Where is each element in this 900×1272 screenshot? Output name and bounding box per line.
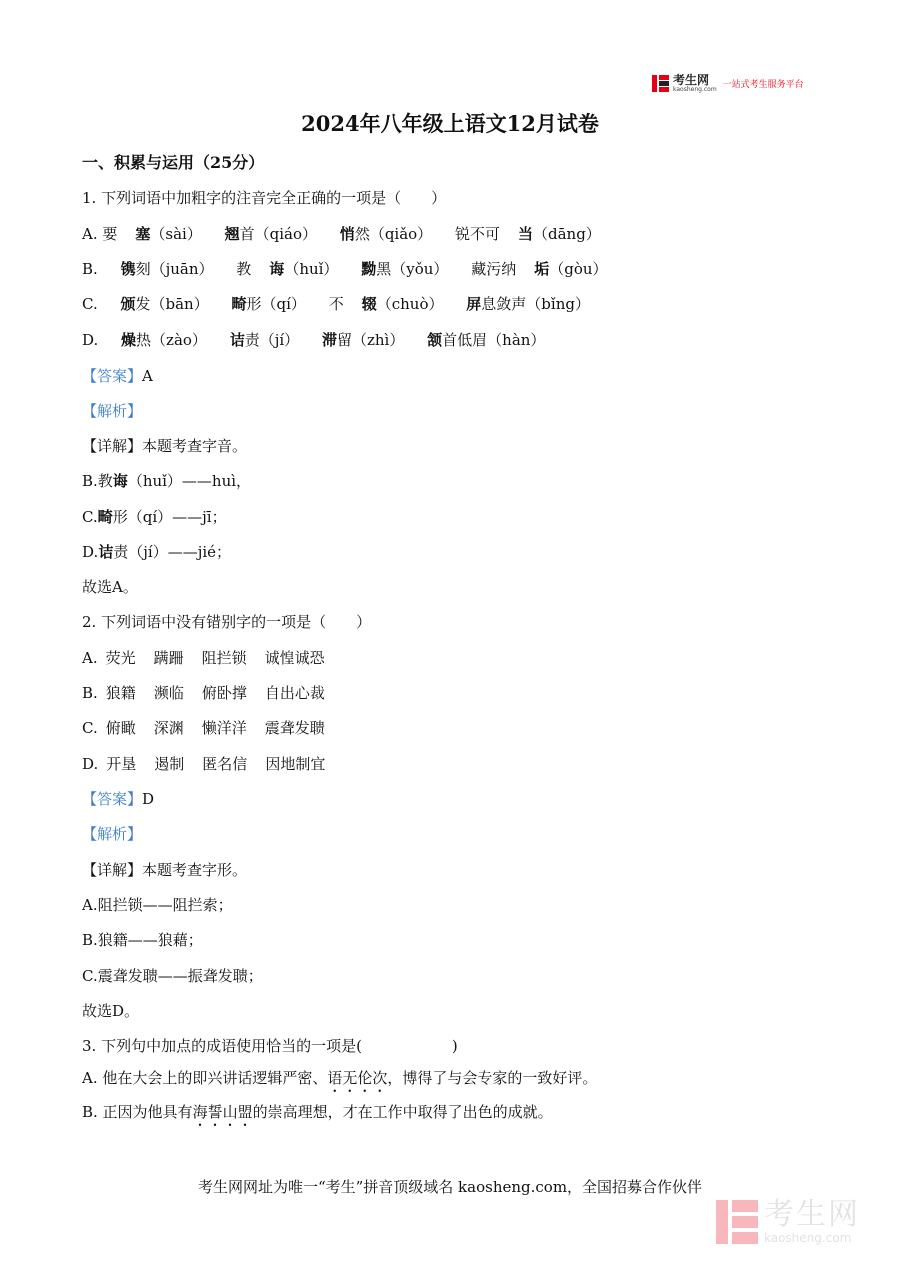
answer-value: D [142,790,155,808]
q1-b-seg4: 藏污纳 垢（gòu） [471,260,608,278]
q1-detail: 【详解】本题考查字音。 [82,437,248,455]
dotted-idiom: 语无伦次 [327,1069,388,1087]
q2-answer [82,789,154,809]
q1-option-c [82,294,590,314]
q1-option-b [82,259,608,279]
q1-detail-b: B.教诲（huǐ）——huì， [82,472,252,490]
q1-c-seg2: 畸形（qí） [231,295,306,313]
q1-a-seg3: 悄然（qiǎo） [339,225,433,243]
watermark [716,1197,860,1245]
q1-a-seg1: A. 要 塞（sài） [82,225,202,243]
q1-d-seg2: 诘责（jí） [229,331,300,349]
q2-detail: 【详解】本题考查字形。 [82,861,248,879]
page-footer: 考生网网址为唯一“考生”拼音顶级域名 kaosheng.com，全国招募合作伙伴 [197,1178,703,1196]
logo-text [673,74,717,93]
q1-a-seg4: 锐不可 当（dāng） [454,225,601,243]
header-logo [652,72,804,94]
kaosheng-watermark-icon [716,1200,758,1244]
q1-d-seg3: 滞留（zhì） [321,331,405,349]
answer-tag: 【答案】 [82,790,143,808]
q1-d-seg1: D. 燥热（zào） [82,331,207,349]
q1-detail-c: C.畸形（qí）——jī； [82,508,227,526]
q1-b-seg3: 黝黑（yǒu） [361,260,449,278]
q1-conclusion: 故选A。 [82,578,138,596]
q1-d-seg4: 颔首低眉（hàn） [427,331,546,349]
q1-c-seg1: C. 颁发（bān） [82,295,209,313]
q1-b-seg2: 教 诲（huǐ） [236,260,339,278]
q2-option-a: A. 荧光 蹒跚 阻拦锁 诚惶诚恐 [82,649,325,667]
dotted-idiom: 海誓山盟 [192,1103,253,1121]
q2-option-b: B. 狼籍 濒临 俯卧撑 自出心裁 [82,684,325,702]
logo-slogan: 一站式考生服务平台 [722,79,804,90]
q1-c-seg3: 不 辍（chuò） [328,295,444,313]
answer-tag: 【答案】 [82,367,143,385]
q1-option-a [82,224,601,244]
watermark-domain: kaosheng.com [764,1231,852,1245]
q1-answer [82,366,153,386]
kaosheng-logo-icon [652,75,669,92]
logo-domain: kaosheng.com [673,85,717,93]
q3-stem: 3. 下列句中加点的成语使用恰当的一项是( ) [82,1037,458,1055]
q2-detail-b: B.狼籍——狼藉； [82,931,203,949]
page-title: 2024年八年级上语文12月试卷 [301,111,599,136]
q1-c-seg4: 屏息敛声（bǐng） [466,295,590,313]
q1-analysis-tag: 【解析】 [82,402,143,420]
q2-conclusion: 故选D。 [82,1002,140,1020]
q3-option-b: B. 正因为他具有海誓山盟的崇高理想，才在工作中取得了出色的成就。 [82,1103,553,1121]
q2-option-d: D. 开垦 遏制 匿名信 因地制宜 [82,755,326,773]
section-heading: 一、积累与运用（25分） [82,153,265,172]
q1-detail-d: D.诘责（jí）——jié； [82,543,232,561]
logo-name: 考生网 [673,72,710,87]
q1-a-seg2: 翘首（qiáo） [224,225,318,243]
q2-analysis-tag: 【解析】 [82,825,143,843]
watermark-name: 考生网 [764,1197,860,1232]
q3-option-a: A. 他在大会上的即兴讲话逻辑严密、语无伦次，博得了与会专家的一致好评。 [82,1069,598,1087]
q2-option-c: C. 俯瞰 深渊 懒洋洋 震聋发聩 [82,719,325,737]
q1-b-seg1: B. 镌刻（juān） [82,260,214,278]
q1-stem: 1. 下列词语中加粗字的注音完全正确的一项是（ ） [82,189,447,207]
q1-option-d [82,330,545,350]
q2-detail-c: C.震聋发聩——振聋发聩； [82,967,263,985]
answer-value: A [142,367,153,385]
q2-stem: 2. 下列词语中没有错别字的一项是（ ） [82,613,372,631]
q2-detail-a: A.阻拦锁——阻拦索； [82,896,233,914]
